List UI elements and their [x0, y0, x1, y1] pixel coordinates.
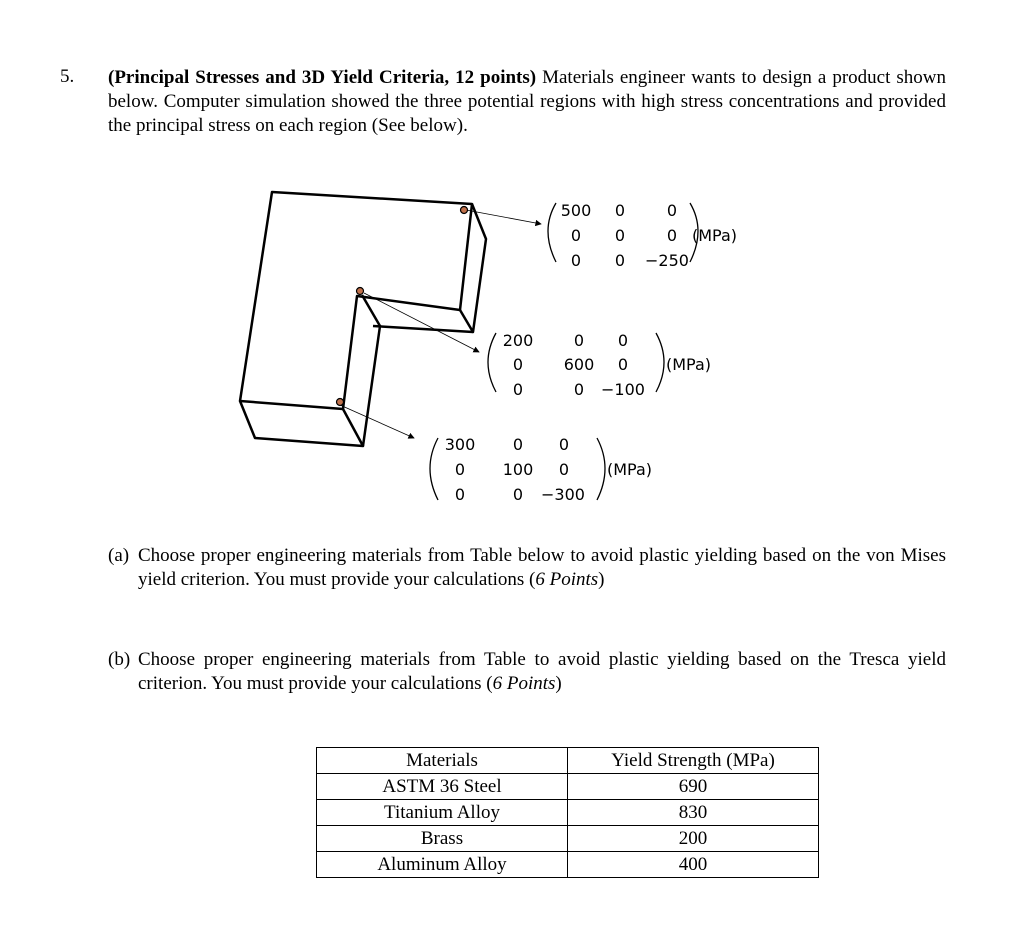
yield-strength-value: 830 [568, 800, 819, 826]
svg-text:(MPa): (MPa) [607, 460, 653, 479]
l-shaped-part [240, 192, 486, 446]
svg-text:−250: −250 [645, 251, 689, 270]
svg-text:(MPa): (MPa) [692, 226, 738, 245]
svg-text:−100: −100 [601, 380, 645, 399]
svg-text:0: 0 [512, 485, 524, 504]
svg-text:0: 0 [570, 226, 582, 245]
table-row [317, 852, 819, 878]
question-title: (Principal Stresses and 3D Yield Criteria, 12 points) [108, 67, 537, 88]
svg-text:0: 0 [614, 201, 626, 220]
svg-text:0: 0 [512, 435, 524, 454]
part-a: (a) Choose proper engineering materials from Table below to avoid plastic yielding based on the von Mises yield criterion. You must provide your calculations (6 Points) [108, 545, 946, 590]
column-header-materials: Materials [317, 748, 568, 774]
svg-text:0: 0 [614, 251, 626, 270]
part-a-text: Choose proper engineering materials from Table below to avoid plastic yielding based on the von Mises yield criterion. You must provide your calculations ( [138, 545, 946, 590]
stress-point-3 [337, 399, 344, 406]
svg-text:500: 500 [560, 201, 592, 220]
material-name: ASTM 36 Steel [317, 774, 568, 800]
question-intro-text: Materials engineer wants to design a product shown below. Computer simulation showed the three potential regions with high stress concentrations and provided the principal stress on each region (See below). [108, 67, 946, 136]
svg-text:100: 100 [502, 460, 534, 479]
material-name: Titanium Alloy [317, 800, 568, 826]
material-name: Brass [317, 826, 568, 852]
svg-text:0: 0 [558, 435, 570, 454]
svg-text:0: 0 [614, 226, 626, 245]
table-row [317, 774, 819, 800]
stress-point-1 [461, 207, 468, 214]
svg-text:0: 0 [666, 226, 678, 245]
stress-point-2 [357, 288, 364, 295]
svg-text:0: 0 [617, 355, 629, 374]
yield-strength-value: 200 [568, 826, 819, 852]
yield-strength-value: 400 [568, 852, 819, 878]
stress-matrix-1 [548, 201, 737, 270]
part-a-points: 6 Points [535, 569, 599, 590]
part-b: (b) Choose proper engineering materials from Table to avoid plastic yielding based on the Tresca yield criterion. You must provide your calculations (6 Points) [108, 649, 946, 694]
part-b-text: Choose proper engineering materials from Table to avoid plastic yielding based on the Tresca yield criterion. You must provide your calculations ( [138, 649, 946, 694]
svg-text:0: 0 [558, 460, 570, 479]
svg-text:0: 0 [512, 355, 524, 374]
column-header-yield-strength: Yield Strength (MPa) [568, 748, 819, 774]
svg-text:0: 0 [573, 380, 585, 399]
svg-text:0: 0 [512, 380, 524, 399]
svg-text:0: 0 [454, 485, 466, 504]
svg-text:0: 0 [454, 460, 466, 479]
svg-text:300: 300 [444, 435, 476, 454]
table-row [317, 800, 819, 826]
material-name: Aluminum Alloy [317, 852, 568, 878]
svg-text:−300: −300 [541, 485, 585, 504]
question-number: 5. [60, 66, 75, 87]
svg-text:0: 0 [617, 331, 629, 350]
part-b-label: (b) [108, 649, 131, 670]
yield-strength-table [316, 747, 819, 878]
svg-text:0: 0 [666, 201, 678, 220]
svg-text:200: 200 [502, 331, 534, 350]
stress-matrix-3 [430, 435, 652, 504]
part-a-label: (a) [108, 545, 130, 566]
stress-matrix-2 [488, 331, 711, 399]
svg-text:600: 600 [563, 355, 595, 374]
table-header-row [317, 748, 819, 774]
svg-text:0: 0 [573, 331, 585, 350]
table-row [317, 826, 819, 852]
svg-text:0: 0 [570, 251, 582, 270]
svg-text:(MPa): (MPa) [666, 355, 712, 374]
part-b-points: 6 Points [492, 673, 556, 694]
yield-strength-value: 690 [568, 774, 819, 800]
